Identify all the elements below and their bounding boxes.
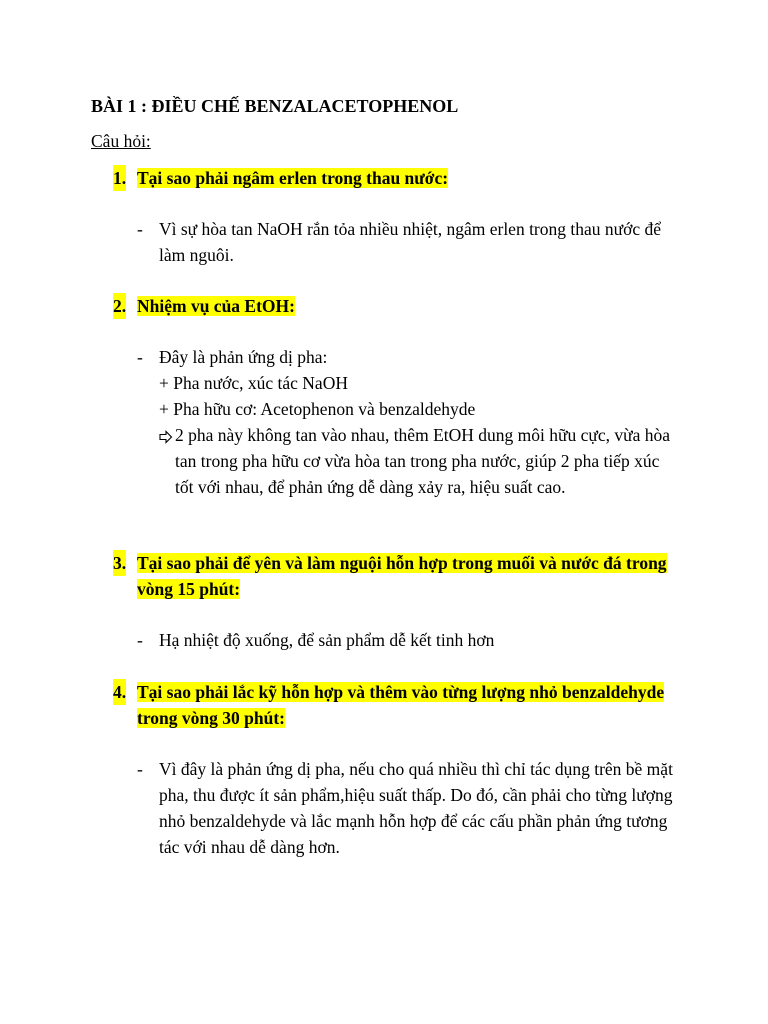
right-arrow-icon (159, 422, 173, 448)
answer-text: Vì đây là phản ứng dị pha, nếu cho quá nhiều thì chỉ tác dụng trên bề mặt pha, thu được ít sản phẩm,hiệu suất thấp. Do đó, cần phải cho từng lượng nhỏ benzaldehyde và lắc mạnh hỗn hợp để các cấu phần phản ứng tương tác với nhau dễ dàng hơn. (159, 759, 673, 857)
answer-text: Hạ nhiệt độ xuống, để sản phẩm dễ kết tinh hơn (159, 630, 495, 650)
answer-2-sub-item-2: + Pha hữu cơ: Acetophenon và benzaldehyde (159, 399, 476, 419)
conclusion-text: 2 pha này không tan vào nhau, thêm EtOH dung môi hữu cực, vừa hòa tan trong pha hữu cơ vừa hòa tan trong pha nước, giúp 2 pha tiếp xúc tốt với nhau, để phản ứng dễ dàng xảy ra, hiệu suất cao. (175, 425, 671, 497)
question-text: Tại sao phải lắc kỹ hỗn hợp và thêm vào từng lượng nhỏ benzaldehyde trong vòng 30 phút: (137, 682, 665, 728)
answer-3 (137, 627, 677, 653)
question-number: 2. (113, 293, 126, 319)
dash-bullet: - (137, 759, 143, 779)
question-number: 1. (113, 165, 126, 191)
question-2-heading (113, 293, 673, 319)
answer-text: Đây là phản ứng dị pha: (159, 347, 328, 367)
dash-bullet: - (137, 630, 143, 650)
question-text: Tại sao phải để yên và làm nguội hỗn hợp trong muối và nước đá trong vòng 15 phút: (137, 553, 667, 599)
question-text: Tại sao phải ngâm erlen trong thau nước: (137, 168, 449, 188)
question-number: 4. (113, 679, 126, 705)
answer-2-sub-item-1: + Pha nước, xúc tác NaOH (159, 373, 348, 393)
dash-bullet: - (137, 219, 143, 239)
question-1-heading (113, 165, 673, 191)
question-4-heading (113, 679, 673, 731)
question-number: 3. (113, 550, 126, 576)
answer-4 (137, 756, 677, 860)
answer-2 (137, 344, 677, 370)
document-title: BÀI 1 : ĐIỀU CHẾ BENZALACETOPHENOL (91, 96, 459, 116)
question-3-heading (113, 550, 673, 602)
section-label-questions: Câu hỏi: (91, 131, 151, 151)
dash-bullet: - (137, 347, 143, 367)
answer-1 (137, 216, 677, 268)
answer-2-conclusion (159, 422, 679, 500)
answer-text: Vì sự hòa tan NaOH rắn tỏa nhiều nhiệt, ngâm erlen trong thau nước để làm nguôi. (159, 219, 662, 265)
question-text: Nhiệm vụ của EtOH: (137, 296, 295, 316)
